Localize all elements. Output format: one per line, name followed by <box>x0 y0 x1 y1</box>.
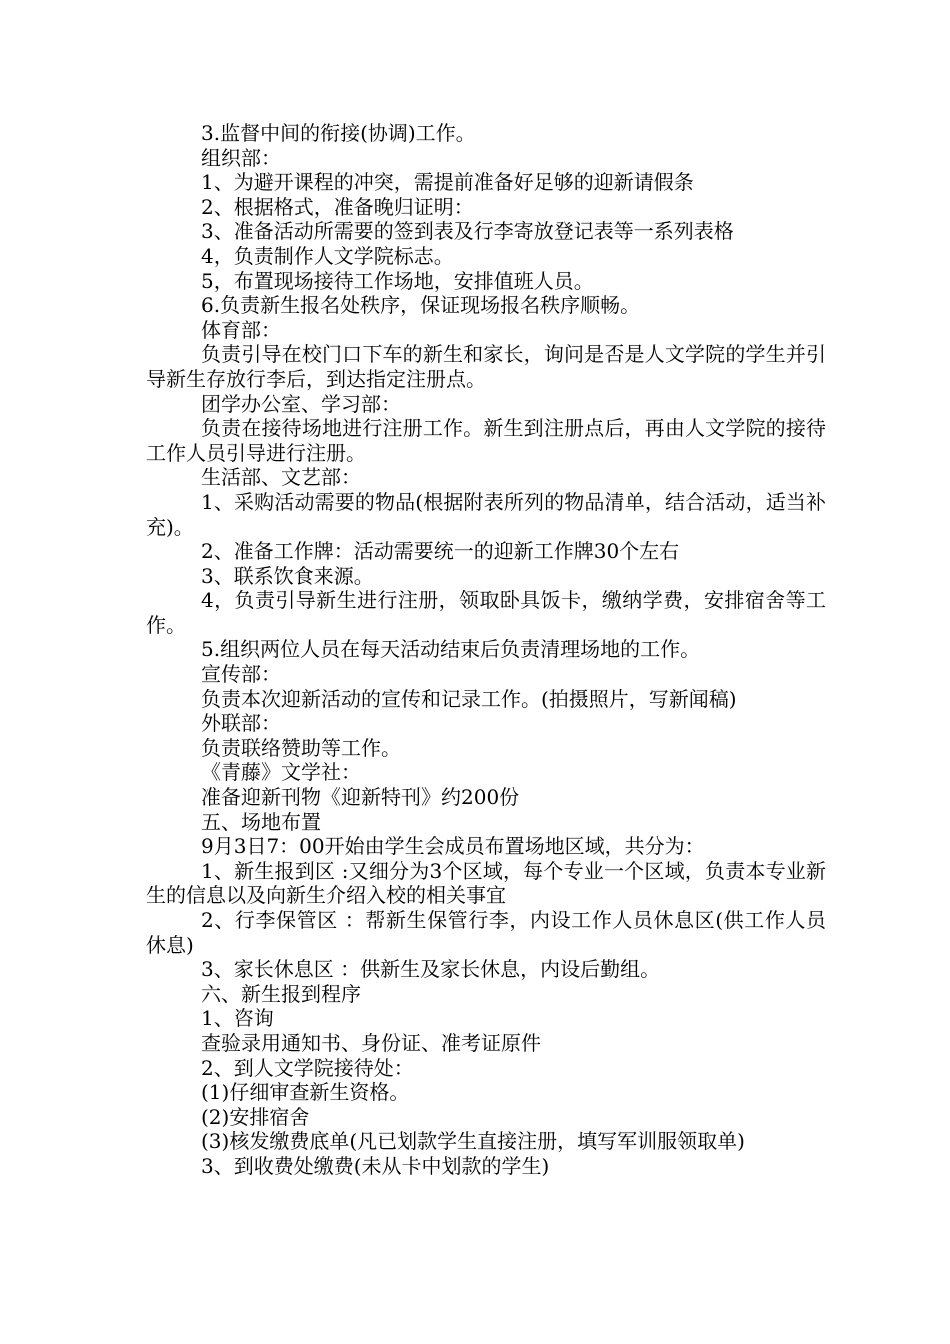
paragraph: 4，负责制作人文学院标志。 <box>201 243 454 268</box>
paragraph: 准备迎新刊物《迎新特刊》约200份 <box>201 785 520 810</box>
paragraph: 负责引导在校门口下车的新生和家长，询问是否是人文学院的学生并引导新生存放行李后，到达指定注册点。 <box>146 342 826 391</box>
paragraph: 3.监督中间的衔接(协调)工作。 <box>201 121 476 145</box>
paragraph: 5，布置现场接待工作场地，安排值班人员。 <box>201 268 594 293</box>
paragraph: 2、到人文学院接待处： <box>201 1055 414 1080</box>
paragraph: 负责在接待场地进行注册工作。新生到注册点后，再由人文学院的接待工作人员引导进行注册。 <box>146 416 826 465</box>
paragraph: 1、为避开课程的冲突，需提前准备好足够的迎新请假条 <box>201 170 694 195</box>
section-heading: 团学办公室、学习部： <box>201 391 401 416</box>
paragraph: 1、采购活动需要的物品(根据附表所列的物品清单，结合活动，适当补充)。 <box>146 489 826 539</box>
paragraph: 3、到收费处缴费(未从卡中划款的学生) <box>201 1153 550 1178</box>
paragraph: 2、准备工作牌：活动需要统一的迎新工作牌30个左右 <box>201 539 680 564</box>
paragraph: 3、联系饮食来源。 <box>201 563 374 588</box>
section-heading: 五、场地布置 <box>201 809 321 834</box>
paragraph: 3、家长休息区 ：供新生及家长休息，内设后勤组。 <box>201 957 661 982</box>
paragraph: (1)仔细审查新生资格。 <box>201 1080 410 1105</box>
paragraph: 4，负责引导新生进行注册，领取卧具饭卡，缴纳学费，安排宿舍等工作。 <box>146 588 826 637</box>
paragraph: 9月3日7：00开始由学生会成员布置场地区域，共分为： <box>201 834 705 859</box>
section-heading: 外联部： <box>201 711 281 736</box>
paragraph: (3)核发缴费底单(凡已划款学生直接注册，填写军训服领取单) <box>201 1129 745 1154</box>
section-heading: 生活部、文艺部： <box>201 465 361 490</box>
paragraph: 1、咨询 <box>201 1006 274 1031</box>
section-heading: 《青藤》文学社： <box>201 760 361 785</box>
paragraph: 负责联络赞助等工作。 <box>201 735 401 760</box>
paragraph: 负责本次迎新活动的宣传和记录工作。(拍摄照片，写新闻稿) <box>201 686 737 711</box>
paragraph: 6.负责新生报名处秩序，保证现场报名秩序顺畅。 <box>201 293 641 318</box>
section-heading: 组织部： <box>201 145 281 170</box>
section-heading: 六、新生报到程序 <box>201 981 361 1006</box>
paragraph: 2、行李保管区 ：帮新生保管行李，内设工作人员休息区(供工作人员休息) <box>146 908 826 957</box>
paragraph: 查验录用通知书、身份证、准考证原件 <box>201 1030 541 1055</box>
paragraph: (2)安排宿舍 <box>201 1104 310 1129</box>
section-heading: 体育部： <box>201 317 281 342</box>
paragraph: 2、根据格式，准备晚归证明： <box>201 194 474 219</box>
paragraph: 5.组织两位人员在每天活动结束后负责清理场地的工作。 <box>201 637 701 662</box>
paragraph: 1、新生报到区 :又细分为3个区域，每个专业一个区域，负责本专业新生的信息以及向新生介绍入校的相关事宜 <box>146 858 826 908</box>
paragraph: 3、准备活动所需要的签到表及行李寄放登记表等一系列表格 <box>201 219 734 244</box>
section-heading: 宣传部： <box>201 662 281 687</box>
document-body <box>146 121 826 1179</box>
